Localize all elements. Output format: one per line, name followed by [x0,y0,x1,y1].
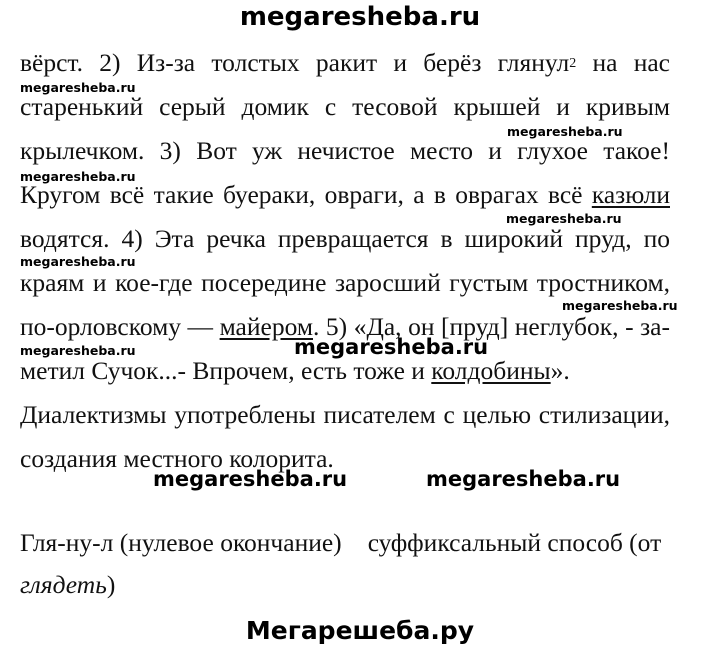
dialect-word: майером [219,312,313,341]
text-span: по-орловскому — [20,312,220,341]
text-line [20,180,670,210]
text-line [20,312,670,342]
text-span: метил Сучок...- Впрочем, есть тоже и [20,356,432,385]
italic-word: глядеть [20,570,107,599]
text-line [20,48,670,78]
text-span: на нас [576,48,671,77]
text-span: суффиксальный способ (от [367,528,662,557]
text-span: вёрст. 2) Из-за толстых ракит и берёз глянул [20,48,570,77]
watermark-small: megaresheba.ru [20,254,136,269]
watermark-medium: megaresheba.ru [426,467,621,491]
watermark-medium: megaresheba.ru [153,467,348,491]
text-span: ». [550,356,570,385]
watermark-small: megaresheba.ru [20,80,136,95]
text-span: Кругом всё такие буераки, овраги, а в оврагах всё [20,180,592,209]
text-line [20,356,670,386]
watermark-medium: megaresheba.ru [294,335,489,359]
watermark-small: megaresheba.ru [20,343,136,358]
text-line: Диалектизмы употреблены писателем с целью стилизации, [20,400,670,429]
watermark-footer: Мегарешеба.ру [245,616,475,645]
watermark-small: megaresheba.ru [507,124,623,139]
text-span: . 5) «Да, он [пруд] неглубок, - за- [313,312,670,341]
text-line [20,528,670,558]
watermark-small: megaresheba.ru [506,211,622,226]
text-line: краям и кое-где посередине заросший густым тростником, [20,268,670,297]
text-span: Гля-ну-л (нулевое окончание) [20,528,342,557]
text-span: ) [106,570,116,599]
watermark-small: megaresheba.ru [20,169,136,184]
text-line: старенький серый домик с тесовой крышей и кривым [20,92,670,121]
text-line: крылечком. 3) Вот уж нечистое место и глухое такое! [20,136,670,165]
dialect-word: казюли [591,180,670,209]
text-line: водятся. 4) Эта речка превращается в широкий пруд, по [20,224,670,253]
watermark-top: megaresheba.ru [239,2,481,32]
text-line [20,570,670,600]
dialect-word: колдобины [431,356,551,385]
footnote-marker: 2 [569,56,577,71]
watermark-small: megaresheba.ru [562,298,678,313]
text-line: создания местного колорита. [20,444,334,473]
